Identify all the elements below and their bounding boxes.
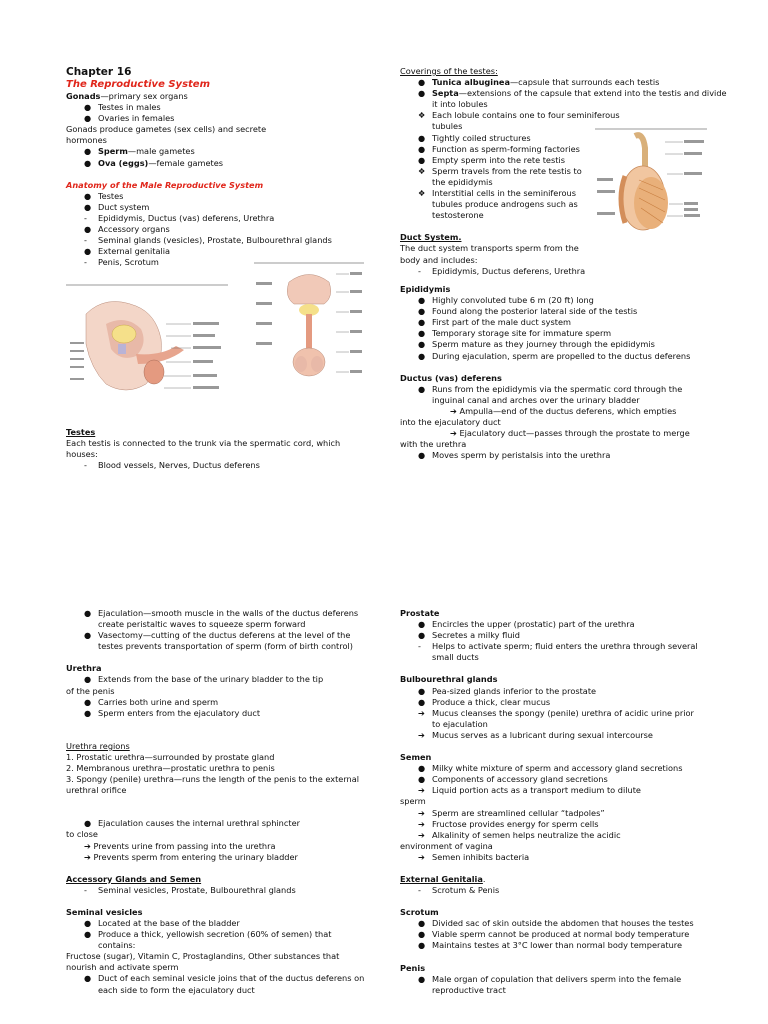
scrotum-heading: Scrotum <box>400 907 439 918</box>
list-item: ● Vasectomy—cutting of the ductus deferens at the level of the testes prevents transportation of sperm (form of birth control) <box>84 630 353 652</box>
list-item: ● Tunica albuginea—capsule that surrounds each testis <box>418 77 660 88</box>
accessory-list <box>66 885 366 896</box>
anatomy-list <box>66 191 396 269</box>
ductus-list-2 <box>400 450 700 461</box>
bulbourethral-list <box>400 686 700 741</box>
list-item: - Blood vessels, Nerves, Ductus deferens <box>84 460 260 471</box>
testes-list <box>66 460 396 471</box>
list-item: ● Moves sperm by peristalsis into the urethra <box>418 450 611 461</box>
list-item: ● Sperm enters from the ejaculatory duct <box>84 707 261 718</box>
list-item: ● Male organ of copulation that delivers sperm into the female reproductive tract <box>418 973 682 995</box>
list-item: ● Viable sperm cannot be produced at normal body temperature <box>418 929 690 940</box>
list-item: ● Produce a thick, clear mucus <box>418 696 551 707</box>
list-item: - Seminal glands (vesicles), Prostate, Bulbourethral glands <box>84 235 332 246</box>
urethra-heading: Urethra <box>66 663 102 674</box>
list-item: ➔ Liquid portion acts as a transport medium to dilute <box>418 785 641 796</box>
coverings-list <box>400 77 727 221</box>
ejaculation-list <box>66 608 366 652</box>
chapter-number: Chapter 16 <box>66 66 132 78</box>
epididymis-section <box>400 284 700 461</box>
semen-list <box>400 763 700 796</box>
testes-section <box>66 427 396 471</box>
semen-arrow-cont-2: environment of vagina <box>400 840 493 851</box>
list-item: ● Produce a thick, yellowish secretion (60% of semen) that contains: <box>84 929 332 951</box>
list-item: ● Pea-sized glands inferior to the prostate <box>418 685 597 696</box>
list-item: ● Milky white mixture of sperm and accessory gland secretions <box>418 763 683 774</box>
list-item: ● Encircles the upper (prostatic) part of the urethra <box>418 619 635 630</box>
list-item: - Epididymis, Ductus deferens, Urethra <box>418 265 586 276</box>
prostate-list <box>400 619 700 663</box>
urethra-list-2 <box>66 697 366 719</box>
urethra-regions-heading: Urethra regions <box>66 740 130 751</box>
list-item: ➔ Alkalinity of semen helps neutralize the acidic <box>418 829 621 840</box>
region-1: 1. Prostatic urethra—surrounded by prostate gland <box>66 751 275 762</box>
male-reproductive-frontal-figure <box>254 262 364 392</box>
left-bottom-column <box>66 608 366 996</box>
epididymis-list <box>400 295 700 362</box>
urethra-list-1 <box>66 674 366 685</box>
list-item: ● Septa—extensions of the capsule that extend into the testis and divide it into lobules <box>418 88 727 110</box>
duct-heading: Duct System. <box>400 232 462 243</box>
semen-heading: Semen <box>400 752 432 763</box>
list-item: ● Extends from the base of the urinary bladder to the tip <box>84 674 324 685</box>
list-item: ● First part of the male duct system <box>418 317 571 328</box>
list-item: ● Temporary storage site for immature sperm <box>418 328 612 339</box>
ejac-duct-line: ➔ Ejaculatory duct—passes through the prostate to merge <box>450 428 690 439</box>
list-item: ● Ovaries in females <box>84 113 175 124</box>
list-item: ● Testes <box>84 190 124 201</box>
list-item: ● Secretes a milky fluid <box>418 630 520 641</box>
list-item: ● Carries both urine and sperm <box>84 696 219 707</box>
seminal-vesicles-heading: Seminal vesicles <box>66 906 143 917</box>
chapter-title: The Reproductive System <box>66 79 210 90</box>
list-item: ● Function as sperm-forming factories <box>418 143 580 154</box>
right-top-column <box>400 66 727 277</box>
scrotum-list <box>400 918 700 951</box>
semen-arrow-cont: sperm <box>400 796 426 807</box>
sphincter-cont: to close <box>66 829 98 840</box>
list-item: ● External genitalia <box>84 246 171 257</box>
list-item: ➔ Mucus serves as a lubricant during sexual intercourse <box>418 729 653 740</box>
semen-list-2 <box>400 808 700 841</box>
gametes-list <box>66 146 396 168</box>
sphincter-arrow-2: ➔ Prevents sperm from entering the urinary bladder <box>84 851 298 862</box>
list-item: ● During ejaculation, sperm are propelled to the ductus deferens <box>418 350 691 361</box>
penis-list <box>400 974 700 996</box>
penis-heading: Penis <box>400 962 426 973</box>
list-item: ● Accessory organs <box>84 224 170 235</box>
ampulla-line: ➔ Ampulla—end of the ductus deferens, which empties <box>450 405 677 416</box>
list-item: - Penis, Scrotum <box>84 257 159 268</box>
testes-text: Each testis is connected to the trunk via the spermatic cord, which houses: <box>66 438 341 460</box>
list-item: - Seminal vesicles, Prostate, Bulbourethral glands <box>84 884 296 895</box>
list-item: ❖ Sperm travels from the rete testis to the epididymis <box>418 165 582 187</box>
list-item: ● Sperm mature as they journey through the epididymis <box>418 339 655 350</box>
sphincter-list <box>66 818 366 829</box>
list-item: ➔ Sperm are streamlined cellular “tadpoles” <box>418 807 605 818</box>
ductus-list <box>400 384 700 406</box>
list-item: ● Duct of each seminal vesicle joins that of the ductus deferens on each side to form the ejaculatory duct <box>84 973 365 995</box>
right-bottom-column <box>400 608 700 996</box>
list-item: ● Divided sac of skin outside the abdomen that houses the testes <box>418 918 694 929</box>
region-3: 3. Spongy (penile) urethra—runs the length of the penis to the external urethral orifice <box>66 774 360 796</box>
external-list <box>400 885 700 896</box>
epididymis-heading: Epididymis <box>400 284 451 294</box>
list-item: ● Ejaculation causes the internal urethral sphincter <box>84 818 300 829</box>
list-item: ● Sperm—male gametes <box>84 146 195 157</box>
list-item: ● Maintains testes at 3°C lower than normal body temperature <box>418 940 682 951</box>
list-item: ➔ Semen inhibits bacteria <box>418 851 530 862</box>
seminal-list-1 <box>66 918 366 951</box>
list-item: ● Tightly coiled structures <box>418 132 531 143</box>
left-top-column <box>66 66 396 268</box>
list-item: ● Located at the base of the bladder <box>84 917 240 928</box>
gonads-line: Gonads—primary sex organs <box>66 91 188 101</box>
seminal-list-2 <box>66 973 366 995</box>
testes-heading: Testes <box>66 427 96 437</box>
list-item: ❖ Interstitial cells in the seminiferous tubules produce androgens such as testosterone <box>418 188 578 221</box>
list-item: ● Runs from the epididymis via the spermatic cord through the inguinal canal and arches over the urinary bladder <box>418 383 683 405</box>
male-pelvis-sagittal-figure <box>66 284 228 400</box>
seminal-text: Fructose (sugar), Vitamin C, Prostaglandins, Other substances that nourish and activate sperm <box>66 951 340 973</box>
testis-section-figure <box>595 128 707 244</box>
list-item: - Epididymis, Ductus (vas) deferens, Urethra <box>84 212 275 223</box>
coverings-heading: Coverings of the testes: <box>400 66 498 76</box>
list-item: ● Empty sperm into the rete testis <box>418 154 565 165</box>
list-item: ● Highly convoluted tube 6 m (20 ft) long <box>418 295 594 306</box>
gametes-text: Gonads produce gametes (sex cells) and secrete hormones <box>66 124 267 146</box>
semen-list-3 <box>400 852 700 863</box>
list-item: - Helps to activate sperm; fluid enters the urethra through several small ducts <box>418 641 698 663</box>
list-item: ● Duct system <box>84 201 150 212</box>
accessory-heading: Accessory Glands and Semen <box>66 873 202 884</box>
duct-text: The duct system transports sperm from the body and includes: <box>400 243 579 265</box>
list-item: ❖ Each lobule contains one to four seminiferous tubules <box>418 110 620 132</box>
ampulla-cont: into the ejaculatory duct <box>400 417 501 428</box>
bulbourethral-heading: Bulbourethral glands <box>400 674 498 685</box>
list-item: ➔ Fructose provides energy for sperm cells <box>418 818 599 829</box>
list-item: ● Testes in males <box>84 102 161 113</box>
region-2: 2. Membranous urethra—prostatic urethra to penis <box>66 763 275 774</box>
prostate-heading: Prostate <box>400 608 440 618</box>
gonads-list <box>66 102 396 124</box>
external-genitalia-heading: External Genitalia. <box>400 873 486 884</box>
anatomy-heading: Anatomy of the Male Reproductive System <box>66 179 264 190</box>
ejac-duct-cont: with the urethra <box>400 439 467 450</box>
list-item: ● Found along the posterior lateral side of the testis <box>418 306 638 317</box>
list-item: ● Ova (eggs)—female gametes <box>84 157 224 168</box>
list-item: ● Components of accessory gland secretions <box>418 774 608 785</box>
list-item: ➔ Mucus cleanses the spongy (penile) urethra of acidic urine prior to ejaculation <box>418 707 694 729</box>
list-item: - Scrotum & Penis <box>418 885 500 896</box>
sphincter-arrow-1: ➔ Prevents urine from passing into the urethra <box>84 840 276 851</box>
ductus-deferens-heading: Ductus (vas) deferens <box>400 372 502 383</box>
list-item: ● Ejaculation—smooth muscle in the walls of the ductus deferens create peristaltic waves to squeeze sperm forward <box>84 608 359 630</box>
urethra-cont: of the penis <box>66 685 115 696</box>
duct-list <box>400 266 620 277</box>
